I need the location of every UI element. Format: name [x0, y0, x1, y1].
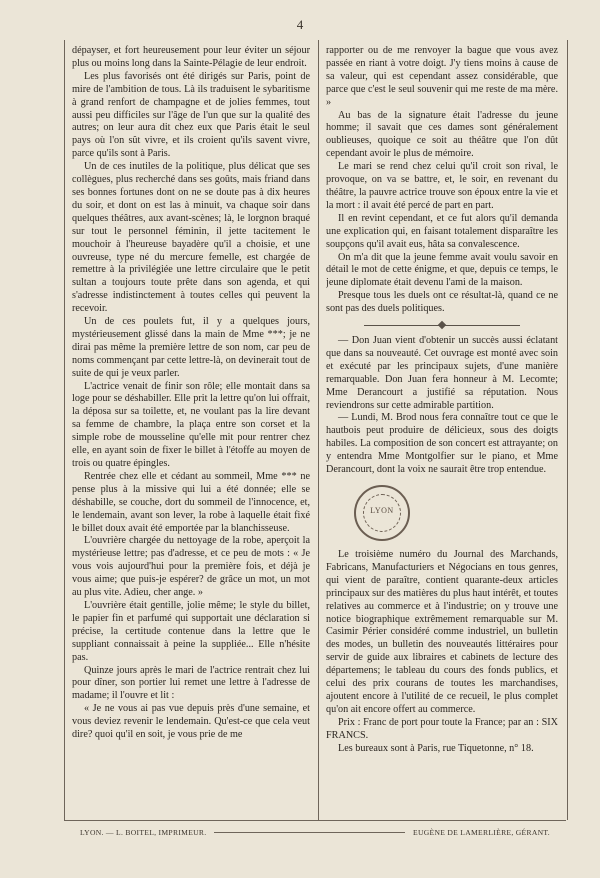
- paragraph: Les plus favorisés ont été dirigés sur Paris, point de mire de l'ambition de tous. Là ils traduisent le sybaritisme à grand renfort de champagne et de jolies femmes, tout aussi peu difficiles sur l'âge de l'un que sur la qualité des autres; on leur aura dit chez eux que Paris était le seul pays où l'on sût vivre, et ils croient qu'ils savent vivre, parce qu'ils sont à Paris.: [72, 70, 310, 160]
- column-divider: [318, 40, 319, 820]
- right-column: [326, 45, 558, 815]
- notice-paragraph: Le troisième numéro du Journal des Marchands, Fabricans, Manufacturiers et Négocians en tous genres, qui vient de paraître, contient quarante-deux articles principaux sur des matières du plus haut intérêt, et toutes relatives au commerce et à l'industrie; on y trouve une notice biographique extrêmement remarquable sur M. Casimir Périer considéré comme industriel, un bulletin des modes, un bulletin des nouveautés littéraires pour servir de guide aux libraires et cabinets de lecture des départemens; le tableau du cours des fonds publics, et celui des prix courans de toutes les marchandises, ajoutent encore à l'utilité de ce recueil, le plus complet qu'on ait encore offert au commerce.: [326, 549, 558, 715]
- paragraph: L'actrice venait de finir son rôle; elle montait dans sa loge pour se déshabiller. Elle prit la lettre qu'on lui offrait, la déposa sur sa toilette, et, ne voulant pas la lire devant sa femme de chambre, la plaça entre son corset et la simple robe de mousseline qu'elle mit pour rentrer chez elle, en ayant soin de fixer le billet à l'étoffe au moyen de trois ou quatre épingles.: [72, 380, 310, 469]
- paragraph: Rentrée chez elle et cédant au sommeil, Mme *** ne pense plus à la missive qui lui a été donnée; elle se déshabille, se couche, dort du sommeil de l'innocence, et, le lendemain, avant son lever, la robe à laquelle était fixé le billet doux avait été emportée par la blanchisseuse.: [72, 470, 310, 534]
- page-number: 4: [296, 17, 304, 32]
- address-line: Les bureaux sont à Paris, rue Tiquetonne, n° 18.: [338, 742, 534, 754]
- paragraph: On m'a dit que la jeune femme avait voulu savoir en détail le mot de cette énigme, et que, depuis ce temps, le jeune diplomate était devenu l'ami de la maison.: [326, 251, 558, 289]
- paragraph: « Je ne vous ai pas vue depuis près d'une semaine, et vous deviez revenir le lendemain. Qu'est-ce que cela veut dire? quoi qu'il en soit, je vous prie de me: [72, 703, 310, 741]
- footer-dash: [214, 832, 405, 833]
- library-stamp: [354, 485, 410, 541]
- paragraph: Un de ces inutiles de la politique, plus délicat que ses collègues, plus recherché dans ses goûts, mais friand dans ses bonnes fortunes dont on ne se doute pas à dix heures du soir, et dont on est las à minuit, va chaque soir dans quelques théâtres, aux avant-scènes; là, le lorgnon braqué sur tout le personnel féminin, il jette tacitement le mouchoir à l'heureuse bayadère qu'il a choisie, et une ouvreuse, type né du mercure femelle, est chargée de remettre à la privilégiée une lettre circulaire que le petit sultan a toujours toute prête dans son agenda, et qui s'adresse indistinctement à toutes celles qui peuvent la recevoir.: [72, 161, 310, 315]
- paragraph: Quinze jours après le mari de l'actrice rentrait chez lui pour dîner, son portier lui remet une lettre à l'adresse de madame; il l'ouvre et lit :: [72, 664, 310, 702]
- news-item: — Don Juan vient d'obtenir un succès aussi éclatant que dans sa nouveauté. Cet ouvrage est monté avec soin et exécuté par les principaux sujets, d'une manière remarquable. Don Juan fera honneur à M. Lecomte; Mme Derancourt a justifié sa réputation. Nous reviendrons sur cette admirable partition.: [326, 335, 558, 411]
- price-line: Prix : Franc de port pour toute la France; par an : SIX FRANCS.: [326, 716, 558, 741]
- paragraph: rapporter ou de me renvoyer la bague que vous avez passée en riant à votre doigt. J'y tiens moins à cause de sa valeur, qui est cependant assez considérable, que parce que c'est le seul souvenir qui me reste de ma mère. »: [326, 45, 558, 108]
- manager-credit: EUGÈNE DE LAMERLIÈRE, GÉRANT.: [413, 828, 550, 837]
- footer: [80, 828, 550, 837]
- paragraph: Un de ces poulets fut, il y a quelques jours, mystérieusement glissé dans la main de Mme ***; je ne dirai pas même la première lettre de son nom, car peu de noms commençant par cette lettre-là, on devinerait tout de suite de qui je veux parler.: [72, 316, 310, 379]
- footer-rule: [64, 820, 566, 821]
- news-item: — Lundi, M. Brod nous fera connaître tout ce que le hautbois peut produire de délicieux, sous des doigts habiles. La composition de son concert est attrayante; on y entendra Mme Montgolfier sur le piano, et Mme Derancourt, dont la voix ne saurait être trop entendue.: [326, 412, 558, 476]
- paragraph: Presque tous les duels ont ce résultat-là, quand ce ne sont pas des duels politiques.: [326, 290, 558, 315]
- left-column: [72, 45, 310, 815]
- paragraph: Au bas de la signature était l'adresse du jeune homme; il savait que ces dames sont généralement oublieuses, quoique ce soit au théâtre que l'on dût cependant avoir le plus de mémoire.: [326, 109, 558, 160]
- section-separator: [364, 325, 520, 326]
- paragraph: Il en revint cependant, et ce fut alors qu'il demanda une explication qui, en faisant totalement disparaître les soupçons qu'il avait eus, hâta sa convalescence.: [326, 212, 558, 250]
- stamp-label: LYON: [370, 506, 394, 515]
- paragraph: L'ouvrière était gentille, jolie même; le style du billet, le papier fin et parfumé qui supportait une déclaration si précise, la certitude contenue dans la lettre que le suppliant connaissait à peine la suppliée... Elle n'hésite pas.: [72, 599, 310, 663]
- paragraph: dépayser, et fort heureusement pour leur éviter un séjour plus ou moins long dans la Sainte-Pélagie de leur endroit.: [72, 45, 310, 69]
- paragraph: Le mari se rend chez celui qu'il croit son rival, le provoque, on va se battre, et, le soir, en revenant du théâtre, la pauvre actrice trouve son époux entre la vie et la mort : il avait été percé de part en part.: [326, 161, 558, 211]
- paragraph: L'ouvrière chargée du nettoyage de la robe, aperçoit la mystérieuse lettre; pas d'adresse, et ce peu de mots : « Je vous vois aujourd'hui pour la première fois, et déjà je vous aime; que puis-je espérer? de grâce un mot, un mot au plus vite. Adieu, cher ange. »: [72, 535, 310, 599]
- printer-credit: LYON. — L. BOITEL, IMPRIMEUR.: [80, 828, 207, 837]
